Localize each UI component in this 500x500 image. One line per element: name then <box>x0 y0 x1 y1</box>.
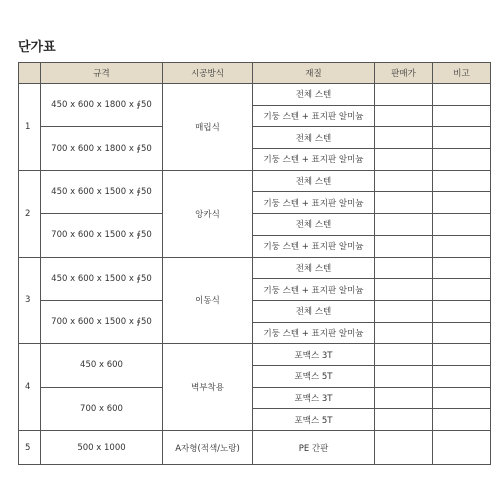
header-cell-material: 재질 <box>253 63 375 84</box>
material-cell: 포맥스 5T <box>253 365 375 387</box>
note-cell <box>433 257 491 279</box>
note-cell <box>433 149 491 171</box>
material-cell: 기둥 스텐 + 표지판 알미늄 <box>253 235 375 257</box>
note-cell <box>433 300 491 322</box>
row-number: 3 <box>19 257 41 344</box>
material-cell: 기둥 스텐 + 표지판 알미늄 <box>253 105 375 127</box>
spec-cell: 700 x 600 <box>41 387 163 430</box>
spec-cell: 500 x 1000 <box>41 431 163 465</box>
row-number: 5 <box>19 431 41 465</box>
method-cell: 매립식 <box>163 84 253 171</box>
note-cell <box>433 84 491 106</box>
table-row <box>19 344 491 366</box>
material-cell: 포맥스 3T <box>253 387 375 409</box>
note-cell <box>433 322 491 344</box>
material-cell: 포맥스 3T <box>253 344 375 366</box>
material-cell: 기둥 스텐 + 표지판 알미늄 <box>253 322 375 344</box>
price-cell <box>375 192 433 214</box>
header-row <box>19 63 491 84</box>
table-row <box>19 300 491 322</box>
page-title: 단가표 <box>18 40 56 55</box>
price-cell <box>375 365 433 387</box>
note-cell <box>433 431 491 465</box>
material-cell: 전체 스텐 <box>253 127 375 149</box>
note-cell <box>433 235 491 257</box>
table-row <box>19 214 491 236</box>
spec-cell: 450 x 600 x 1500 x ∮50 <box>41 170 163 213</box>
price-cell <box>375 214 433 236</box>
note-cell <box>433 105 491 127</box>
spec-cell: 700 x 600 x 1800 x ∮50 <box>41 127 163 170</box>
table-row <box>19 257 491 279</box>
table-row <box>19 84 491 106</box>
price-cell <box>375 127 433 149</box>
material-cell: 전체 스텐 <box>253 300 375 322</box>
header-cell-spec: 규격 <box>41 63 163 84</box>
material-cell: 전체 스텐 <box>253 214 375 236</box>
price-cell <box>375 235 433 257</box>
material-cell: PE 간판 <box>253 431 375 465</box>
spec-cell: 700 x 600 x 1500 x ∮50 <box>41 300 163 343</box>
spec-cell: 450 x 600 x 1500 x ∮50 <box>41 257 163 300</box>
material-cell: 전체 스텐 <box>253 170 375 192</box>
note-cell <box>433 170 491 192</box>
table-row <box>19 170 491 192</box>
note-cell <box>433 409 491 431</box>
note-cell <box>433 127 491 149</box>
price-cell <box>375 84 433 106</box>
header-cell-price: 판매가 <box>375 63 433 84</box>
header-cell-note: 비고 <box>433 63 491 84</box>
price-cell <box>375 279 433 301</box>
header-cell-method: 시공방식 <box>163 63 253 84</box>
spec-cell: 450 x 600 <box>41 344 163 387</box>
spec-cell: 450 x 600 x 1800 x ∮50 <box>41 84 163 127</box>
price-cell <box>375 322 433 344</box>
row-number: 4 <box>19 344 41 431</box>
material-cell: 전체 스텐 <box>253 257 375 279</box>
note-cell <box>433 387 491 409</box>
price-cell <box>375 149 433 171</box>
material-cell: 기둥 스텐 + 표지판 알미늄 <box>253 192 375 214</box>
material-cell: 전체 스텐 <box>253 84 375 106</box>
note-cell <box>433 192 491 214</box>
method-cell: 이동식 <box>163 257 253 344</box>
price-cell <box>375 105 433 127</box>
material-cell: 기둥 스텐 + 표지판 알미늄 <box>253 149 375 171</box>
price-cell <box>375 409 433 431</box>
note-cell <box>433 344 491 366</box>
price-cell <box>375 431 433 465</box>
method-cell: 앙카식 <box>163 170 253 257</box>
material-cell: 기둥 스텐 + 표지판 알미늄 <box>253 279 375 301</box>
note-cell <box>433 279 491 301</box>
table-row <box>19 431 491 465</box>
row-number: 1 <box>19 84 41 171</box>
price-cell <box>375 170 433 192</box>
note-cell <box>433 365 491 387</box>
price-cell <box>375 257 433 279</box>
spec-cell: 700 x 600 x 1500 x ∮50 <box>41 214 163 257</box>
price-cell <box>375 300 433 322</box>
table-row <box>19 127 491 149</box>
header-cell-no <box>19 63 41 84</box>
price-cell <box>375 387 433 409</box>
method-cell: 벽부착용 <box>163 344 253 431</box>
row-number: 2 <box>19 170 41 257</box>
method-cell: A자형(적색/노랑) <box>163 431 253 465</box>
table-row <box>19 387 491 409</box>
price-table <box>18 62 491 465</box>
price-cell <box>375 344 433 366</box>
material-cell: 포맥스 5T <box>253 409 375 431</box>
note-cell <box>433 214 491 236</box>
